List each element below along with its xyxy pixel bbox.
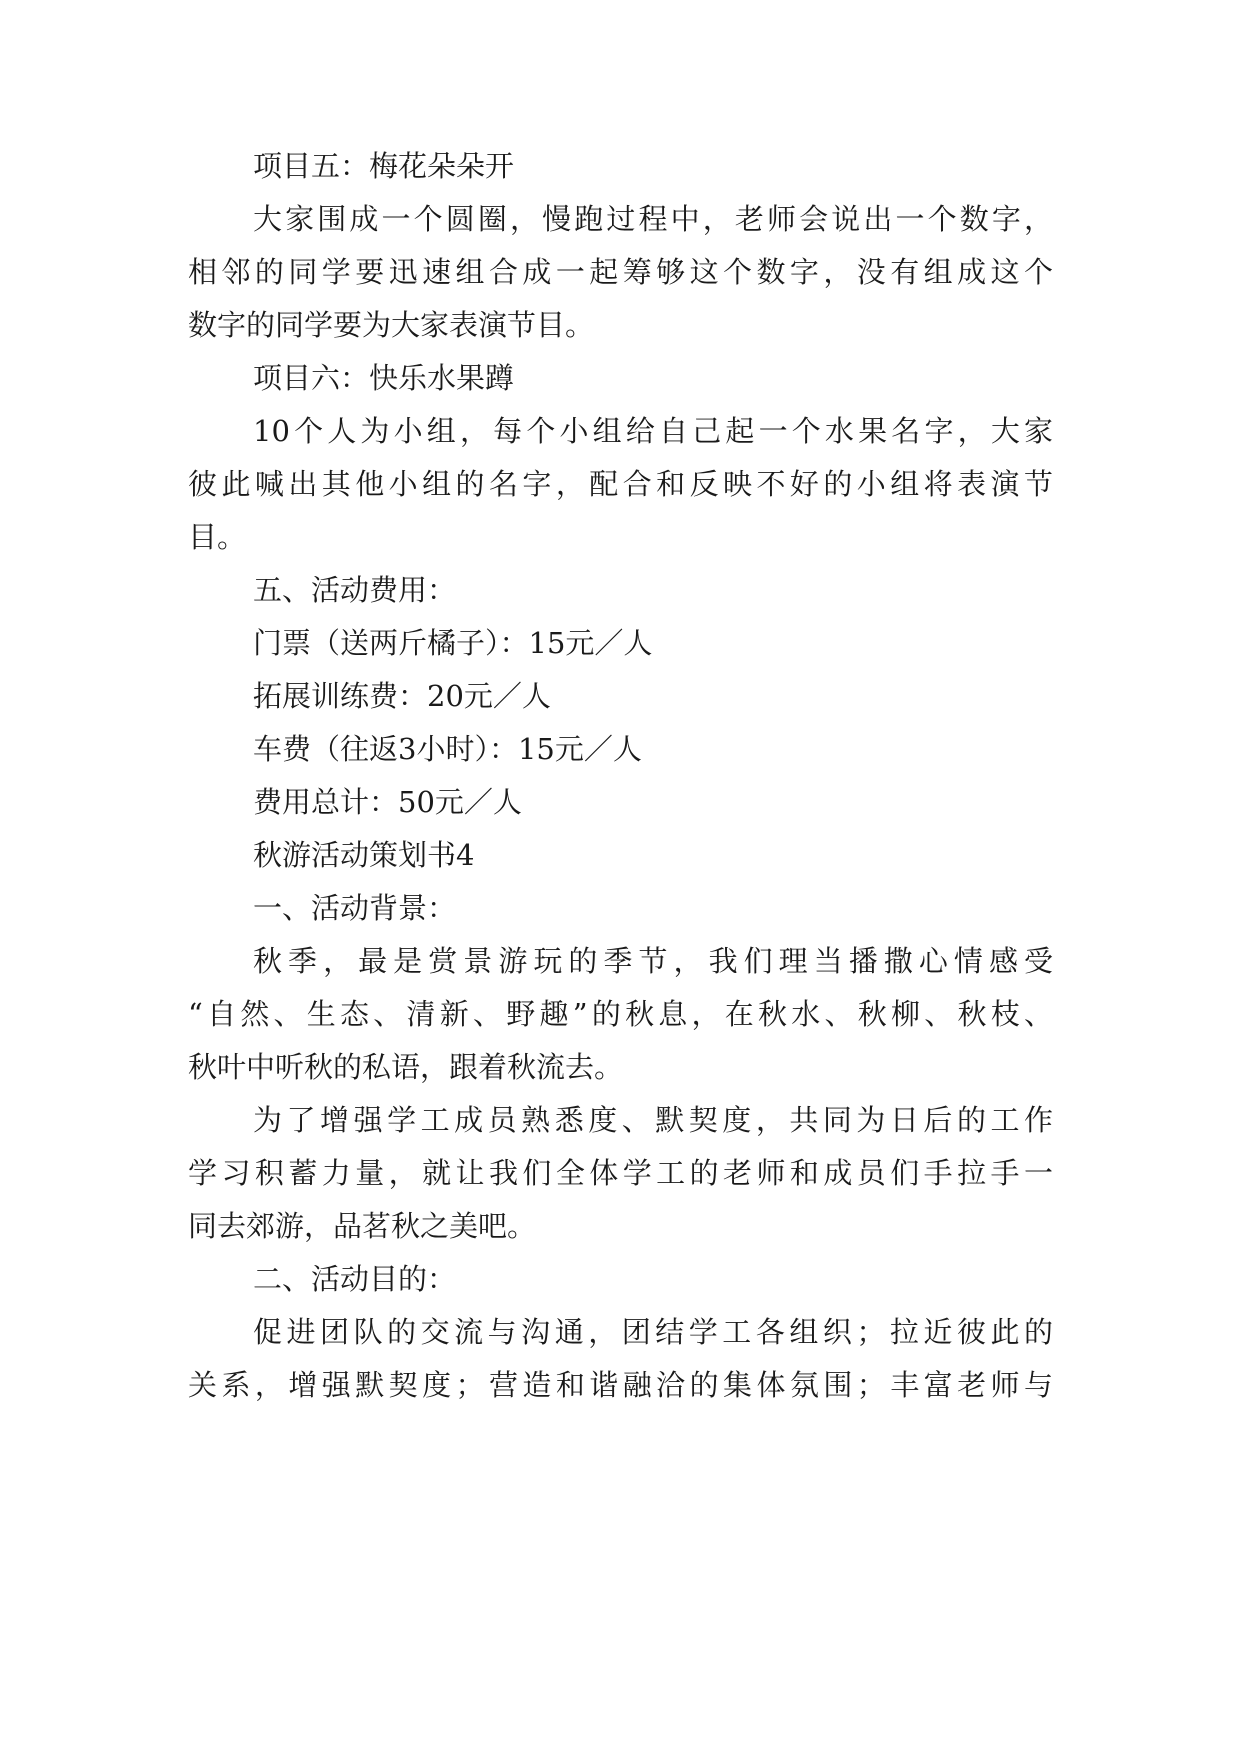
paragraph-line: 为了增强学工成员熟悉度、默契度，共同为日后的工作 [253,1103,1053,1137]
heading-item-6: 项目六：快乐水果蹲 [253,361,515,395]
paragraph-line: 学习积蓄力量，就让我们全体学工的老师和成员们手拉手一 [188,1156,1053,1190]
paragraph-line: 数字的同学要为大家表演节目。 [188,308,595,342]
paragraph-line: 彼此喊出其他小组的名字，配合和反映不好的小组将表演节 [188,467,1053,501]
paragraph-line: 10个人为小组，每个小组给自己起一个水果名字，大家 [253,414,1053,448]
cost-ticket: 门票（送两斤橘子）：15元／人 [253,626,653,660]
section-heading-background: 一、活动背景： [253,891,457,925]
paragraph-line: “自然、生态、清新、野趣”的秋息，在秋水、秋柳、秋枝、 [188,997,1053,1031]
paragraph-line: 关系，增强默契度；营造和谐融洽的集体氛围；丰富老师与 [188,1368,1053,1402]
paragraph-line: 相邻的同学要迅速组合成一起筹够这个数字，没有组成这个 [188,255,1053,289]
section-heading-purpose: 二、活动目的： [253,1262,457,1296]
cost-training: 拓展训练费：20元／人 [253,679,551,713]
cost-total: 费用总计：50元／人 [253,785,522,819]
cost-transport: 车费（往返3小时）：15元／人 [253,732,642,766]
section-heading-cost: 五、活动费用： [253,573,457,607]
paragraph-line: 秋季，最是赏景游玩的季节，我们理当播撒心情感受 [253,944,1053,978]
paragraph-line: 目。 [188,520,247,554]
paragraph-line: 秋叶中听秋的私语，跟着秋流去。 [188,1050,624,1084]
document-title: 秋游活动策划书4 [253,838,475,872]
paragraph-line: 大家围成一个圆圈，慢跑过程中，老师会说出一个数字， [253,202,1053,236]
paragraph-line: 促进团队的交流与沟通，团结学工各组织；拉近彼此的 [253,1315,1053,1349]
paragraph-line: 同去郊游，品茗秋之美吧。 [188,1209,537,1243]
heading-item-5: 项目五：梅花朵朵开 [253,149,515,183]
